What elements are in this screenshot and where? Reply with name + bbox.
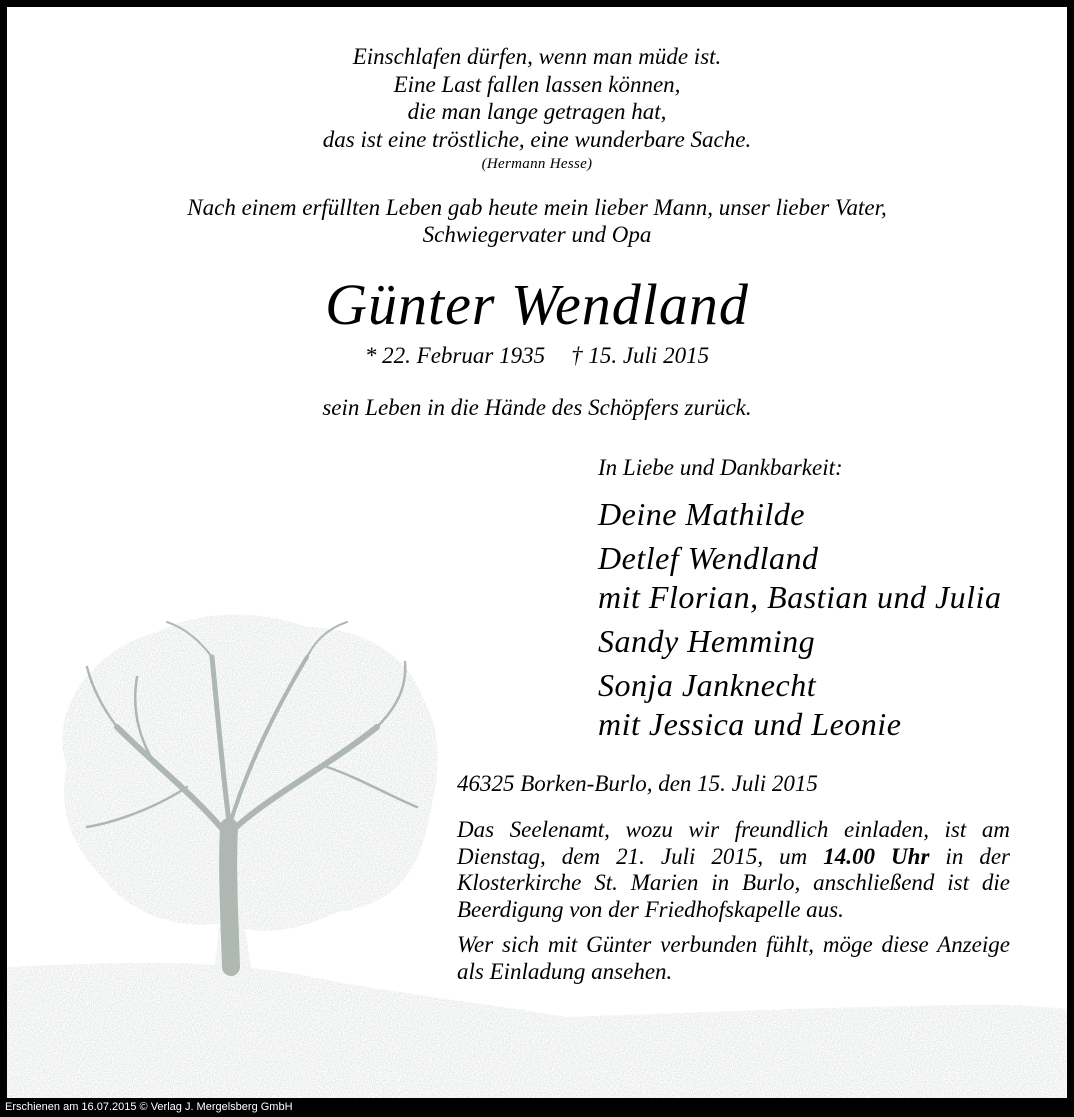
poem-attribution: (Hermann Hesse): [481, 156, 593, 172]
poem-line: Einschlafen dürfen, wenn man müde ist.: [352, 44, 722, 69]
intro-text: [7, 194, 1067, 248]
poem-line: Eine Last fallen lassen können,: [393, 71, 681, 97]
mourner-entry: [598, 539, 1001, 617]
mourner-line: mit Jessica und Leonie: [598, 706, 902, 742]
mourner-line: Detlef Wendland: [598, 540, 819, 576]
life-dates: [7, 341, 1067, 371]
mourner-entry: [598, 666, 1001, 744]
service-text: in der Klosterkirche St. Marien in Burlo, anschließend ist die Beerdigung von der Friedhofskapelle aus.: [457, 843, 1010, 922]
mourners-heading: In Liebe und Dankbarkeit:: [598, 455, 843, 480]
place-and-date: 46325 Borken-Burlo, den 15. Juli 2015: [457, 771, 818, 796]
mourner-line: Sandy Hemming: [598, 623, 816, 659]
intro-line: Nach einem erfüllten Leben gab heute mein lieber Mann, unser lieber Vater,: [187, 195, 887, 220]
service-announcement: [457, 817, 1010, 923]
poem-line: die man lange getragen hat,: [407, 99, 667, 124]
mourner-entry: [598, 622, 1001, 661]
mourner-line: Sonja Janknecht: [598, 667, 817, 703]
service-time: 14.00 Uhr: [823, 843, 930, 869]
mourner-entry: [598, 495, 1001, 534]
birth-date: * 22. Februar 1935: [364, 343, 546, 368]
service-text: Das Seelenamt, wozu wir freundlich einladen, ist am Dienstag, dem 21. Juli 2015, um: [457, 817, 1010, 869]
closing-line: sein Leben in die Hände des Schöpfers zurück.: [322, 395, 752, 420]
deceased-name: Günter Wendland: [325, 272, 749, 337]
death-date: † 15. Juli 2015: [571, 343, 710, 368]
invitation-text: Wer sich mit Günter verbunden fühlt, möge diese Anzeige als Einladung ansehen.: [457, 932, 1010, 984]
poem-line: das ist eine tröstliche, eine wunderbare Sache.: [322, 126, 752, 152]
mourner-line: mit Florian, Bastian und Julia: [598, 579, 1002, 615]
publication-footer: Erschienen am 16.07.2015 © Verlag J. Mergelsberg GmbH: [5, 1101, 293, 1113]
intro-line: Schwiegervater und Opa: [422, 222, 652, 247]
mourner-line: Deine Mathilde: [598, 496, 805, 532]
obituary-card: [7, 7, 1067, 1098]
mourners-list: [598, 495, 1001, 749]
poem: [7, 43, 1067, 153]
